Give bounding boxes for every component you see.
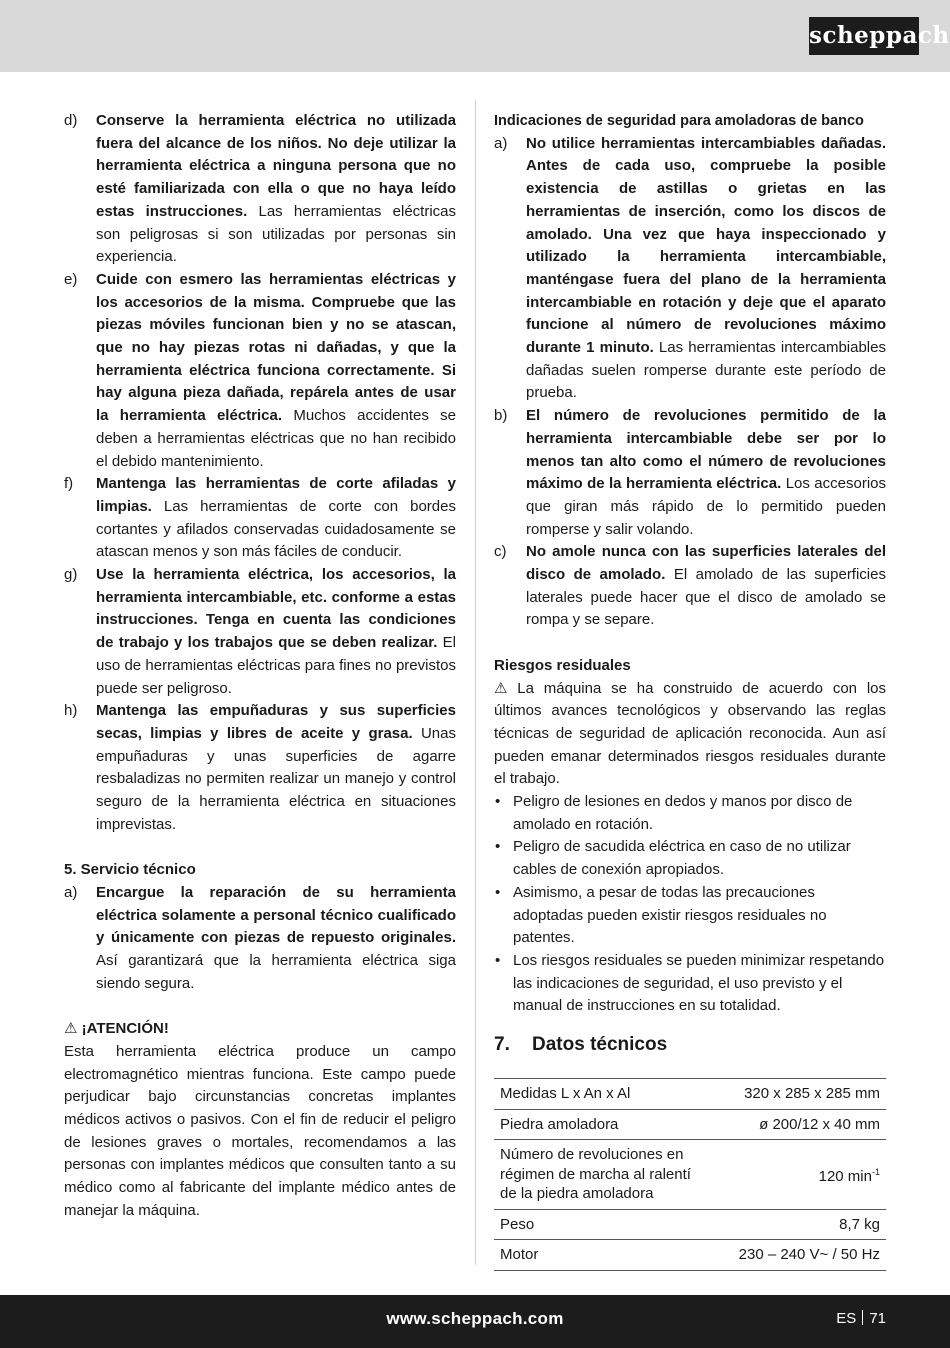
spec-value: 320 x 285 x 285 mm	[716, 1079, 886, 1110]
spec-unit-exponent: -1	[871, 1166, 880, 1177]
bullet-icon: •	[495, 883, 501, 901]
list-item	[64, 269, 456, 473]
website-link[interactable]: www.scheppach.com	[386, 1309, 564, 1328]
attention-text: Esta herramienta eléctrica produce un campo electromagnético mientras funciona. Este campo puede perjudicar bajo circunstancias concretas implantes médicos activos o pasivos. Con el fin de reducir el peligro de lesiones graves o mortales, recomendamos a las personas con implantes médicos que consulten tanto a su médico como al fabricante del implante médico antes de manejar la máquina.	[64, 1042, 456, 1219]
bullet-icon: •	[495, 838, 501, 856]
item-marker: f)	[64, 475, 74, 493]
safety-heading: Indicaciones de seguridad para amoladoras de banco	[494, 113, 864, 129]
residual-intro	[494, 678, 886, 792]
list-item	[64, 700, 456, 836]
warning-icon: ⚠	[494, 679, 508, 697]
residual-intro-text: La máquina se ha construido de acuerdo con los últimos avances tecnológicos y observando las reglas técnicas de seguridad de aplicación reconocida. Aun así pueden emanar determinados riesgos residuales durante el trabajo.	[494, 679, 886, 788]
spec-label: Medidas L x An x Al	[494, 1079, 716, 1110]
item-bold-text: Use la herramienta eléctrica, los accesorios, la herramienta intercambiable, etc. conforme a estas instrucciones. Tenga en cuenta las condiciones de trabajo y los trabajos que se deben realizar.	[96, 566, 456, 652]
spec-value: 8,7 kg	[716, 1209, 886, 1240]
separator	[862, 1310, 863, 1325]
item-bold-text: No amole nunca con las superficies laterales del disco de amolado.	[526, 543, 886, 584]
item-text: El uso de herramientas eléctricas para fines no previstos puede ser peligroso.	[96, 634, 456, 697]
bullet-item	[494, 836, 886, 881]
page-indicator	[836, 1310, 886, 1327]
header-bar	[0, 0, 950, 72]
spec-label: Número de revoluciones en régimen de marcha al ralentí de la piedra amoladora	[494, 1140, 716, 1210]
bullet-icon: •	[495, 952, 501, 969]
list-item	[494, 541, 886, 632]
item-marker: b)	[494, 407, 508, 425]
item-marker: h)	[64, 702, 78, 720]
table-row	[494, 1079, 886, 1110]
specs-table	[494, 1078, 886, 1271]
item-bold-text: Conserve la herramienta eléctrica no utilizada fuera del alcance de los niños. No deje utilizar la herramienta eléctrica a ninguna persona que no esté familiarizada con ella o que no haya leído estas instrucciones.	[96, 112, 456, 220]
item-marker: g)	[64, 566, 78, 584]
bullet-text: Los riesgos residuales se pueden minimizar respetando las indicaciones de seguridad, el uso previsto y el manual de instrucciones en su totalidad.	[513, 952, 885, 1015]
item-marker: d)	[64, 112, 78, 129]
item-text: Muchos accidentes se deben a herramientas eléctricas que no han recibido el debido mantenimiento.	[96, 407, 456, 470]
bullet-item	[494, 882, 886, 950]
table-row	[494, 1209, 886, 1240]
list-item	[64, 110, 456, 269]
spec-value-cell	[716, 1140, 886, 1210]
right-column	[494, 110, 886, 1271]
section-title	[494, 1032, 886, 1058]
list-item	[494, 405, 886, 541]
bullet-item	[494, 950, 886, 1018]
item-bold-text: Mantenga las herramientas de corte afiladas y limpias.	[96, 475, 456, 515]
table-row	[494, 1140, 886, 1210]
service-heading: 5. Servicio técnico	[64, 861, 196, 879]
footer-bar	[0, 1295, 950, 1348]
table-row	[494, 1240, 886, 1271]
column-divider	[475, 100, 476, 1265]
warning-icon: ⚠	[64, 1020, 78, 1038]
table-row	[494, 1109, 886, 1140]
item-bold-text: Encargue la reparación de su herramienta eléctrica solamente a personal técnico cualificado y únicamente con piezas de repuesto originales.	[96, 883, 456, 947]
attention-title: ¡ATENCIÓN!	[81, 1020, 169, 1038]
item-text: Los accesorios que giran más rápido de lo permitido pueden romperse y salir volando.	[526, 475, 886, 538]
list-item	[494, 133, 886, 405]
item-bold-text: No utilice herramientas intercambiables dañadas. Antes de cada uso, compruebe la posible existencia de astillas o grietas en las herramientas de inserción, como los discos de amolado. Una vez que haya inspeccionado y utilizado la herramienta intercambiable, manténgase fuera del plano de la herramienta intercambiable en rotación y deje que el aparato funcione al número de revoluciones máximo durante 1 minuto.	[526, 134, 886, 357]
spec-label: Peso	[494, 1209, 716, 1240]
item-text: Unas empuñaduras y unas superficies de agarre resbaladizas no permiten realizar un manejo y control seguro de la herramienta eléctrica en situaciones imprevistas.	[96, 724, 456, 833]
list-item	[64, 564, 456, 700]
section-title-text: Datos técnicos	[532, 1034, 668, 1056]
item-text: Las herramientas eléctricas son peligrosas si son utilizadas por personas sin experiencia.	[96, 202, 456, 266]
bullet-text: Peligro de lesiones en dedos y manos por disco de amolado en rotación.	[513, 793, 853, 833]
residual-heading: Riesgos residuales	[494, 656, 631, 674]
spec-value: 230 – 240 V~ / 50 Hz	[716, 1240, 886, 1271]
attention-heading	[64, 1018, 456, 1041]
bullet-text: Peligro de sacudida eléctrica en caso de no utilizar cables de conexión apropiados.	[513, 838, 851, 879]
item-text: Las herramientas intercambiables dañadas suelen romperse durante este período de prueba.	[526, 339, 886, 402]
item-bold-text: El número de revoluciones permitido de la herramienta intercambiable debe ser por lo menos tan alto como el número de revoluciones máximo de la herramienta eléctrica.	[526, 407, 886, 493]
item-marker: a)	[64, 883, 78, 901]
item-bold-text: Mantenga las empuñaduras y sus superficies secas, limpias y libres de aceite y grasa.	[96, 702, 456, 742]
item-marker: c)	[494, 543, 507, 561]
bullet-text: Asimismo, a pesar de todas las precauciones adoptadas pueden existir riesgos residuales no patentes.	[513, 883, 827, 947]
brand-logo: scheppach	[809, 17, 919, 55]
section-number: 7.	[494, 1034, 510, 1056]
spec-value: 120 min	[818, 1167, 872, 1185]
item-text: El amolado de las superficies laterales puede hacer que el disco de amolado se rompa y se separe.	[526, 566, 886, 629]
left-column	[64, 110, 456, 1222]
page-number: 71	[869, 1310, 886, 1327]
bullet-icon: •	[495, 793, 501, 811]
spec-label: Piedra amoladora	[494, 1109, 716, 1140]
item-marker: a)	[494, 134, 508, 152]
bullet-item	[494, 791, 886, 836]
item-marker: e)	[64, 270, 78, 288]
list-item	[64, 473, 456, 564]
spec-label: Motor	[494, 1240, 716, 1271]
item-text: Así garantizará que la herramienta eléctrica siga siendo segura.	[96, 952, 456, 992]
item-text: Las herramientas de corte con bordes cortantes y afilados conservadas cuidadosamente se atascan menos y son más fáciles de conducir.	[96, 497, 456, 561]
item-bold-text: Cuide con esmero las herramientas eléctricas y los accesorios de la misma. Compruebe que las piezas móviles funcionan bien y no se atascan, que no hay piezas rotas ni dañadas, y que la herramienta eléctrica funciona correctamente. Si hay alguna pieza dañada, repárela antes de usar la herramienta eléctrica.	[96, 270, 456, 425]
list-item	[64, 882, 456, 996]
language-code: ES	[836, 1310, 857, 1327]
spec-value: ø 200/12 x 40 mm	[716, 1109, 886, 1140]
